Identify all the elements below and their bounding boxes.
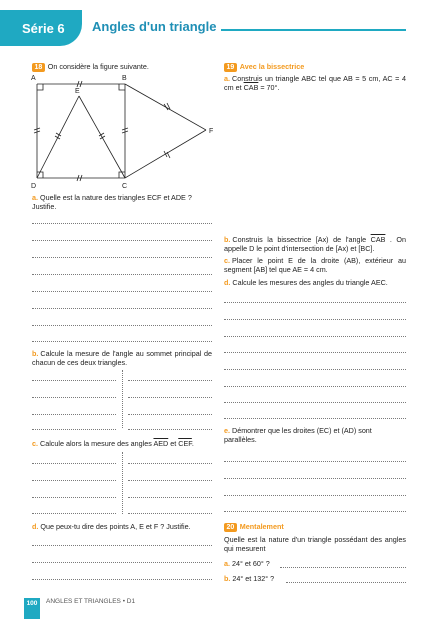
right-angle-a [37, 84, 43, 90]
ex19-title: Avec la bissectrice [239, 62, 305, 71]
segment-bf [125, 84, 206, 130]
ex20-qa-letter: a. [224, 559, 230, 568]
ex19-qd-text: Calcule les mesures des angles du triangle AEC. [232, 278, 388, 287]
ex18-qa-letter: a. [32, 193, 38, 202]
chapter-title: Angles d'un triangle [92, 19, 217, 34]
ex18-qc-letter: c. [32, 439, 38, 448]
answer-line[interactable] [32, 341, 212, 342]
answer-line[interactable] [32, 257, 212, 258]
answer-line[interactable] [32, 480, 116, 481]
answer-line[interactable] [32, 240, 212, 241]
ex20-title: Mentalement [239, 522, 284, 531]
series-label: Série 6 [22, 21, 65, 36]
ex18-number: 18 [32, 63, 45, 72]
answer-line[interactable] [224, 418, 406, 419]
tick-fc-2 [167, 152, 170, 158]
angle-cab-2: $\overline{CAB}$ [370, 235, 386, 244]
ex19-qe-letter: e. [224, 426, 230, 435]
answer-line[interactable] [128, 397, 212, 398]
ex18-qb-text: Calcule la mesure de l'angle au sommet principal de chacun de ces deux triangles. [32, 349, 212, 368]
answer-line[interactable] [32, 579, 212, 580]
ex19-header [224, 62, 406, 72]
angle-aed: $\overline{AED}$ [153, 439, 169, 448]
page-number: 100 [24, 598, 40, 619]
answer-line[interactable] [224, 369, 406, 370]
answer-line[interactable] [224, 461, 406, 462]
ex19-qd [224, 278, 406, 287]
ex18-qd [32, 522, 212, 531]
series-tab [0, 10, 82, 46]
column-divider [122, 370, 123, 428]
ex20-intro: Quelle est la nature d'un triangle possédant des angles qui mesurent [224, 535, 406, 554]
answer-line[interactable] [224, 386, 406, 387]
answer-line[interactable] [224, 402, 406, 403]
segment-de [37, 96, 79, 178]
ex18-figure [28, 72, 218, 190]
column-divider [122, 452, 123, 514]
ex19-qa-letter: a. [224, 74, 230, 83]
ex20-qb [224, 574, 274, 583]
answer-line[interactable] [32, 380, 116, 381]
answer-line[interactable] [128, 429, 212, 430]
answer-line[interactable] [128, 497, 212, 498]
ex19-qc [224, 256, 406, 275]
ex18-intro: On considère la figure suivante. [47, 62, 149, 71]
ex19-qb-pre: Construis la bissectrice [Ax) de l'angle [232, 235, 371, 244]
answer-line[interactable] [128, 513, 212, 514]
answer-line[interactable] [224, 302, 406, 303]
ex18-qc-pre: Calcule alors la mesure des angles [40, 439, 154, 448]
footer-text: ANGLES ET TRIANGLES • D1 [46, 598, 136, 605]
answer-line[interactable] [32, 429, 116, 430]
label-d: D [31, 183, 37, 190]
answer-line[interactable] [286, 582, 406, 583]
ex19-number: 19 [224, 63, 237, 72]
answer-line[interactable] [224, 352, 406, 353]
answer-line[interactable] [128, 463, 212, 464]
label-c: C [122, 183, 128, 190]
answer-line[interactable] [128, 414, 212, 415]
ex19-qa [224, 74, 406, 93]
ex19-qd-letter: d. [224, 278, 231, 287]
ex18-header [32, 62, 212, 72]
ex18-qa [32, 193, 212, 212]
ex19-qa-pre: Construis un triangle ABC tel que AB = 5 cm, AC = 4 cm et [224, 74, 406, 93]
ex18-qb [32, 349, 212, 368]
ex19-qb-letter: b. [224, 235, 231, 244]
ex19-qc-letter: c. [224, 256, 230, 265]
answer-line[interactable] [128, 480, 212, 481]
angle-cab: $\overline{CAB}$ [243, 83, 259, 93]
answer-line[interactable] [32, 274, 212, 275]
ex18-qb-letter: b. [32, 349, 39, 358]
ex18-qc [32, 439, 212, 448]
tick-bf-1 [164, 104, 168, 110]
answer-line[interactable] [32, 223, 212, 224]
answer-line[interactable] [32, 414, 116, 415]
answer-line[interactable] [32, 545, 212, 546]
right-angle-b [119, 84, 125, 90]
label-f: F [209, 128, 214, 135]
title-rule [221, 29, 406, 31]
ex18-qa-text: Quelle est la nature des triangles ECF et ADE ? Justifie. [32, 193, 192, 212]
ex18-qc-post: . [191, 439, 194, 448]
ex20-qb-text: 24° et 132° ? [232, 574, 275, 583]
label-b: B [122, 75, 127, 82]
ex19-qa-post: = 70°. [258, 83, 280, 93]
label-e: E [75, 88, 80, 95]
answer-line[interactable] [224, 478, 406, 479]
ex18-qc-mid: et [168, 439, 179, 448]
ex19-qb [224, 235, 406, 254]
angle-cef: $\overline{CEF}$ [178, 439, 192, 448]
answer-line[interactable] [32, 562, 212, 563]
answer-line[interactable] [32, 397, 116, 398]
ex18-qd-text: Que peux-tu dire des points A, E et F ? Justifie. [40, 522, 191, 531]
ex18-qd-letter: d. [32, 522, 39, 531]
ex20-qa [224, 559, 270, 568]
answer-line[interactable] [224, 336, 406, 337]
ex20-header [224, 522, 406, 532]
tick-fc-1 [164, 151, 167, 157]
ex20-qb-letter: b. [224, 574, 231, 583]
answer-line[interactable] [32, 325, 212, 326]
answer-line[interactable] [128, 380, 212, 381]
answer-line[interactable] [32, 513, 116, 514]
answer-line[interactable] [224, 319, 406, 320]
answer-line[interactable] [32, 497, 116, 498]
answer-line[interactable] [280, 567, 406, 568]
answer-line[interactable] [32, 463, 116, 464]
answer-line[interactable] [224, 511, 406, 512]
answer-line[interactable] [224, 495, 406, 496]
label-a: A [31, 75, 36, 82]
answer-line[interactable] [32, 308, 212, 309]
ex20-number: 20 [224, 523, 237, 532]
segment-ec [79, 96, 125, 178]
ex20-qa-text: 24° et 60° ? [232, 559, 270, 568]
ex19-qe-text: Démontrer que les droites (EC) et (AD) sont parallèles. [224, 426, 372, 445]
answer-line[interactable] [32, 291, 212, 292]
ex19-qc-text: Placer le point E de la droite (AB), extérieur au segment [AB] tel que AE = 4 cm. [224, 256, 406, 275]
ex19-qb-post: . On appelle D le point d'intersection de [Ax) et [BC]. [224, 235, 406, 254]
ex19-qe [224, 426, 406, 445]
